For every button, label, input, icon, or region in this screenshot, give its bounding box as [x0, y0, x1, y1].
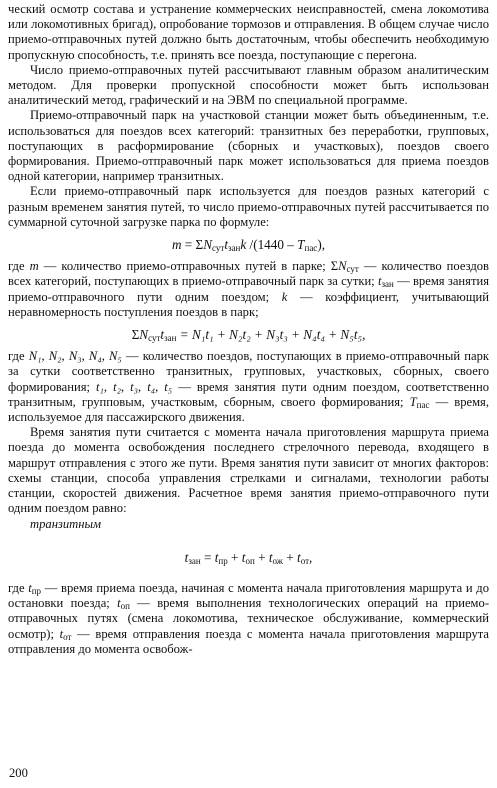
paragraph-8: где $t_{пр}$ — время приема поезда, начиная с момента начала приготовления маршрута и до остановки поезда; $t_{оп}$ — время выполнения технологических операций на приемо-отправочных путях (смена локомотива, техническое обслуживание, коммерческий осмотр); $t_{от}$ — время отправления поезда с момента начала приготовления маршрута отправления до момента освобож-	[8, 580, 490, 656]
paragraph-6: где N₁, N₂, N₃, N₄, N₅ — количество поездов, поступающих в приемо-отправочный парк за сутки соответственно транзитных, групповых, участковых, сборных, своего формирования; t₁, t₂, t₃, t₄, t₅ — время занятия пути одним поездом, соответственно транзитным, групповым, участковым, сборным, своего формирования; $T_{пас}$ — время, используемое для пассажирского движения.	[8, 349, 490, 425]
formula-daily-load: $\Sigma N_{сут}t_{зан} = N_1t_1 + N_2t_2 + N_3t_3 + N_4t_4 + N_5t_5$,	[131, 327, 366, 344]
page-number: 200	[9, 766, 28, 780]
transit-label: транзитным	[30, 516, 102, 531]
paragraph-3: Приемо-отправочный парк на участковой станции может быть объединенным, т.е. использоваться для поездов всех категорий: транзитных без переработки, групповых, поступающих в расформирование (сборных и участковых), поездов своего формирования. Приемо-отправочный парк может использоваться для приема поездов одной категории, например транзитных.	[8, 108, 489, 184]
paragraph-2: Число приемо-отправочных путей рассчитывают главным образом аналитическим методом. Для проверки пропускной способности может быть использован аналитический метод, графический и на ЭВМ по специальной программе.	[8, 62, 489, 108]
paragraph-4: Если приемо-отправочный парк используется для поездов разных категорий с разным временем занятия путей, то число приемо-отправочных путей рассчитывается по суммарной суточной загрузке парка по формуле:	[8, 184, 489, 229]
paragraph-5: где m — количество приемо-отправочных путей в парке; $\Sigma N_{сут}$ — количество поездов всех категорий, поступающих в приемо-отправочный парк за сутки; $t_{зан}$ — время занятия приемо-отправочного пути одним поездом; k — коэффициент, учитывающий неравномерность поступления поездов в парк;	[8, 259, 490, 319]
formula-track-count: $m = \Sigma N_{сут}t_{зан}k$ $/(1440 - T_{пас})$,	[171, 237, 326, 254]
formula-occupancy-time: $t_{зан} = t_{пр} + t_{оп} + t_{ож} + t_{от}$,	[184, 549, 313, 566]
paragraph-1: ческий осмотр состава и устранение коммерческих неисправностей, смена локомотива или локомотивных бригад), опробование тормозов и отправления. В общем случае число приемо-отправочных путей должно быть достаточным, чтобы обеспечить необходимую пропускную способность, т.е. принять все поезда, поступающие с перегона.	[8, 2, 489, 62]
paragraph-7: Время занятия пути считается с момента начала приготовления маршрута приема поезда до момента освобождения последнего стрелочного перевода, входящего в маршрут отправления с этого же пути. Время занятия пути зависит от многих факторов: схемы станции, способа управления стрелками и сигналами, технологии работы станции, скоростей движения. Расчетное время занятия приемо-отправочного пути одним поездом равно:	[8, 425, 489, 516]
